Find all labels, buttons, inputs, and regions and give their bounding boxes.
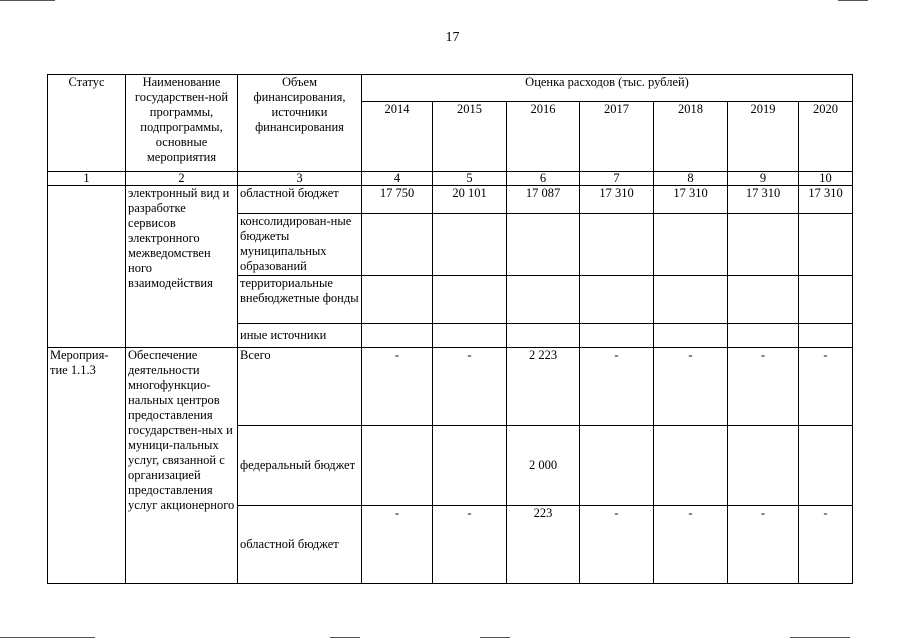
value-cell: [580, 426, 654, 506]
value-cell: [654, 276, 728, 324]
value-cell: [580, 276, 654, 324]
value-cell: -: [654, 506, 728, 584]
header-year: 2014: [362, 102, 433, 172]
value-cell: -: [799, 506, 853, 584]
source-cell: территориальные внебюджетные фонды: [238, 276, 362, 324]
value-cell: [433, 214, 507, 276]
header-program-name: Наименование государствен-ной программы, подпрограммы, основные мероприятия: [126, 75, 238, 172]
page-number: 17: [445, 30, 460, 45]
value-cell: -: [362, 348, 433, 426]
value-cell: [507, 276, 580, 324]
value-cell: -: [728, 506, 799, 584]
header-estimate: Оценка расходов (тыс. рублей): [362, 75, 853, 102]
value-cell: 223: [507, 506, 580, 584]
value-cell: [507, 324, 580, 348]
value-cell: [654, 214, 728, 276]
value-cell: [728, 324, 799, 348]
column-number: 2: [126, 172, 238, 186]
value-cell: 17 087: [507, 186, 580, 214]
value-cell: [580, 214, 654, 276]
source-cell: Всего: [238, 348, 362, 426]
value-cell: 17 750: [362, 186, 433, 214]
value-cell: [728, 214, 799, 276]
value-cell: -: [799, 348, 853, 426]
column-number: 4: [362, 172, 433, 186]
value-cell: [433, 276, 507, 324]
value-cell: 2 000: [507, 426, 580, 506]
scan-mark-bottom-center-1: [330, 637, 360, 638]
header-status: Статус: [48, 75, 126, 172]
column-number: 3: [238, 172, 362, 186]
block2-name: Обеспечение деятельности многофункцио-нальных центров предоставления государствен-ных и муници-пальных услуг, связанной с организацией предоставления услуг акционерного: [126, 348, 238, 584]
value-cell: [507, 214, 580, 276]
value-cell: [799, 214, 853, 276]
column-number: 10: [799, 172, 853, 186]
source-cell: консолидирован-ные бюджеты муниципальных образований: [238, 214, 362, 276]
value-cell: [362, 324, 433, 348]
header-year: 2016: [507, 102, 580, 172]
value-cell: [433, 324, 507, 348]
value-cell: 17 310: [799, 186, 853, 214]
value-cell: -: [433, 348, 507, 426]
value-cell: [580, 324, 654, 348]
value-cell: 17 310: [654, 186, 728, 214]
value-cell: [728, 276, 799, 324]
source-cell: федеральный бюджет: [238, 426, 362, 506]
block1-name: электронный вид и разработке сервисов электронного межведомствен ного взаимодействия: [126, 186, 238, 348]
value-cell: -: [433, 506, 507, 584]
column-number: 1: [48, 172, 126, 186]
source-cell: областной бюджет: [238, 506, 362, 584]
value-cell: [654, 324, 728, 348]
budget-table: [47, 74, 853, 584]
value-cell: 2 223: [507, 348, 580, 426]
value-cell: [362, 426, 433, 506]
source-cell: областной бюджет: [238, 186, 362, 214]
value-cell: [799, 276, 853, 324]
block2-status: Мероприя-тие 1.1.3: [48, 348, 126, 584]
value-cell: [799, 426, 853, 506]
value-cell: [362, 214, 433, 276]
value-cell: [728, 426, 799, 506]
value-cell: 17 310: [728, 186, 799, 214]
value-cell: 20 101: [433, 186, 507, 214]
value-cell: [433, 426, 507, 506]
value-cell: -: [362, 506, 433, 584]
column-number: 9: [728, 172, 799, 186]
value-cell: [799, 324, 853, 348]
scan-mark-top-right: [838, 0, 868, 1]
value-cell: -: [580, 348, 654, 426]
column-number: 8: [654, 172, 728, 186]
value-cell: 17 310: [580, 186, 654, 214]
block1-status: [48, 186, 126, 348]
value-cell: -: [728, 348, 799, 426]
scan-mark-bottom-left: [0, 637, 95, 638]
header-volume: Объем финансирования, источники финансирования: [238, 75, 362, 172]
value-cell: -: [654, 348, 728, 426]
scan-mark-bottom-right: [790, 637, 850, 638]
header-year: 2020: [799, 102, 853, 172]
column-number: 6: [507, 172, 580, 186]
source-cell: иные источники: [238, 324, 362, 348]
header-year: 2019: [728, 102, 799, 172]
column-number: 5: [433, 172, 507, 186]
scan-mark-bottom-center-2: [480, 637, 510, 638]
scan-mark-top-left: [0, 0, 55, 1]
value-cell: -: [580, 506, 654, 584]
header-year: 2018: [654, 102, 728, 172]
value-cell: [654, 426, 728, 506]
header-year: 2015: [433, 102, 507, 172]
column-number: 7: [580, 172, 654, 186]
value-cell: [362, 276, 433, 324]
header-year: 2017: [580, 102, 654, 172]
